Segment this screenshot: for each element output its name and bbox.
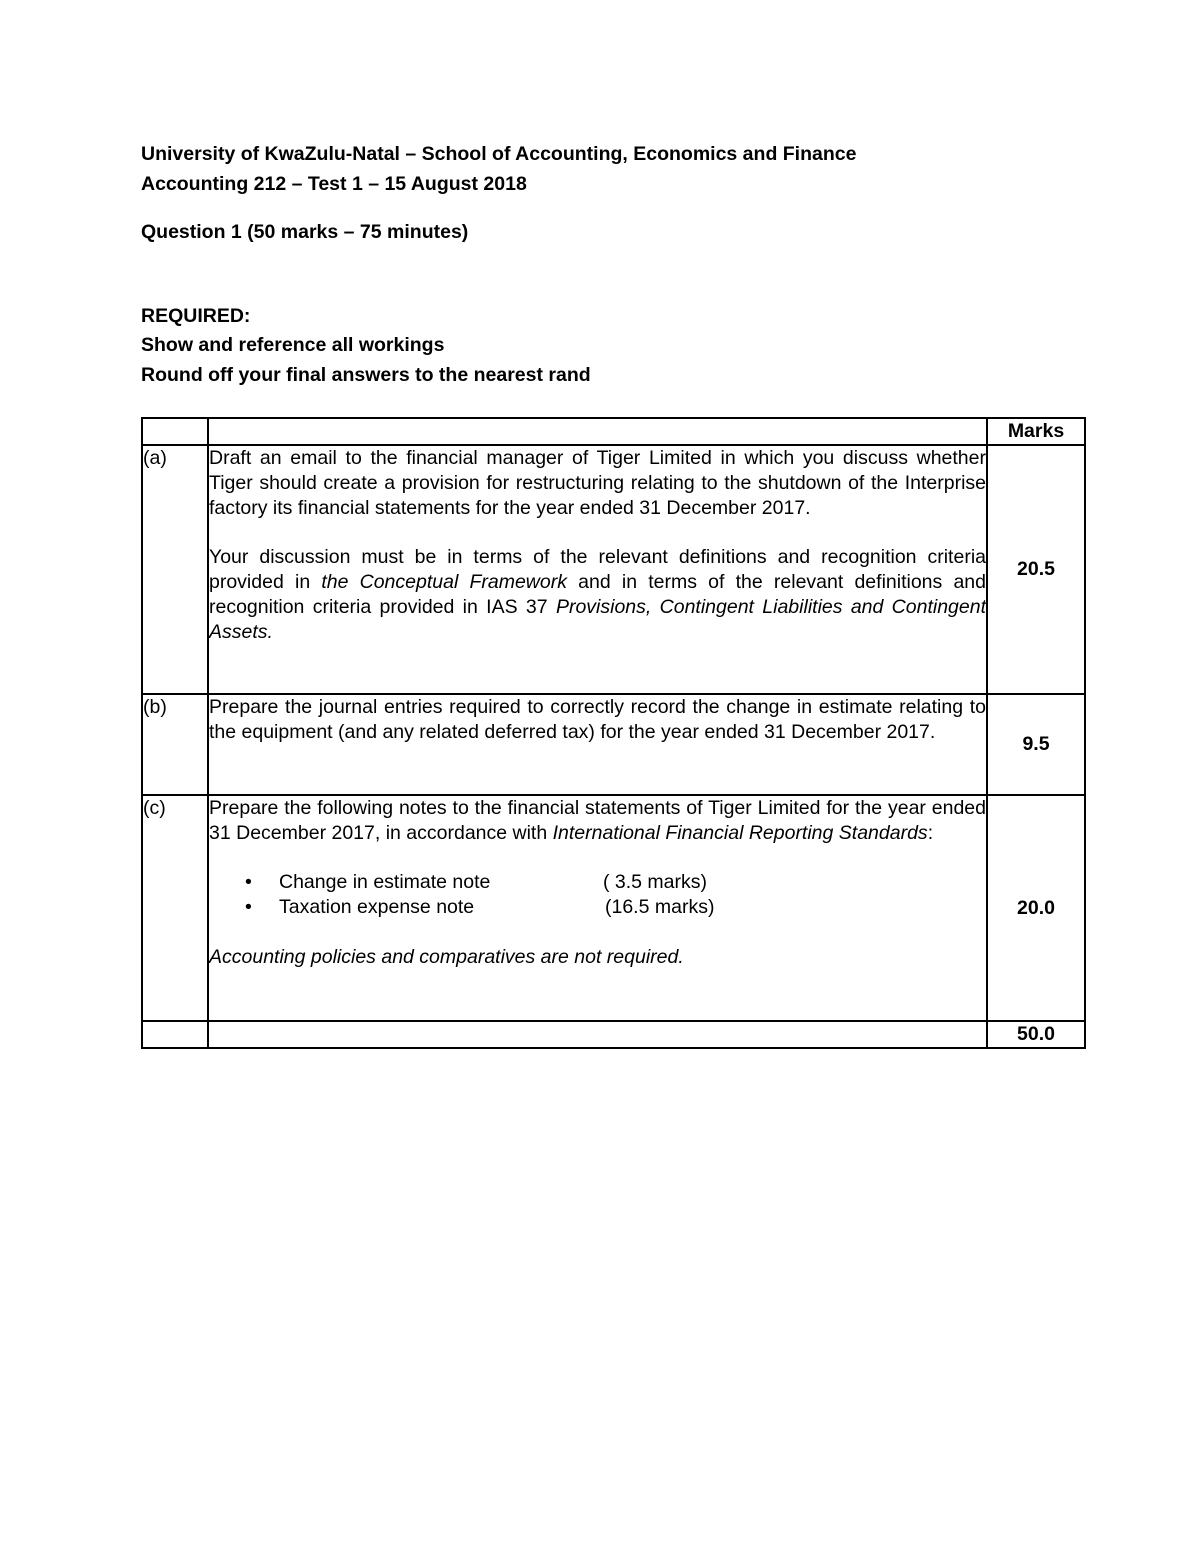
text-run: and in terms of the relevant definitions and recognition criteria provided in IAS 37 <box>209 570 986 618</box>
note-marks: ( 3.5 marks) <box>603 871 708 894</box>
total-empty-cell <box>208 1021 987 1048</box>
required-heading: REQUIRED: <box>141 305 251 327</box>
part-a-paragraph-1: Draft an email to the financial manager of Tiger Limited in which you discuss whether Tiger should create a provision for restructuring relating to the shutdown of the Interprise factory its financial statements for the year ended 31 December 2017. <box>209 447 986 519</box>
ias37-title: Provisions, Contingent Liabilities and Contingent Assets. <box>209 595 986 643</box>
part-label: (c) <box>142 795 208 1021</box>
note-name: Taxation expense note <box>279 896 475 919</box>
course-heading: Accounting 212 – Test 1 – 15 August 2018 <box>141 173 527 195</box>
part-label: (a) <box>142 445 208 694</box>
header-empty-cell <box>142 418 208 445</box>
total-marks: 50.0 <box>987 1021 1085 1048</box>
note-marks: (16.5 marks) <box>605 896 715 919</box>
ifrs-title: International Financial Reporting Standards <box>552 821 928 844</box>
table-total-row <box>142 1021 1085 1048</box>
header-empty-cell <box>208 418 987 445</box>
bullet-icon: • <box>245 871 252 894</box>
part-b-marks: 9.5 <box>987 694 1085 795</box>
table-row <box>142 795 1085 1021</box>
note-name: Change in estimate note <box>279 871 491 894</box>
round-off-instruction: Round off your final answers to the nearest rand <box>141 364 591 386</box>
part-b-paragraph-1: Prepare the journal entries required to correctly record the change in estimate relating to the equipment (and any related deferred tax) for the year ended 31 December 2017. <box>209 696 986 743</box>
list-item <box>209 895 986 920</box>
part-b-instructions <box>208 694 987 795</box>
table-row <box>142 694 1085 795</box>
part-a-paragraph-2 <box>209 545 986 644</box>
show-workings-instruction: Show and reference all workings <box>141 334 445 356</box>
marks-column-header: Marks <box>987 418 1085 445</box>
notes-list <box>209 870 986 920</box>
part-c-paragraph-1 <box>209 796 986 846</box>
text-run: Prepare the following notes to the financial statements of Tiger Limited for the year ended 31 December 2017, in accordance with <box>209 797 986 844</box>
part-c-instructions <box>208 795 987 1021</box>
total-empty-cell <box>142 1021 208 1048</box>
part-c-footer <box>209 945 986 970</box>
university-heading: University of KwaZulu-Natal – School of Accounting, Economics and Finance <box>141 143 857 165</box>
question-table <box>141 417 1086 1049</box>
conceptual-framework-title: the Conceptual Framework <box>321 570 567 593</box>
text-run: : <box>927 821 934 844</box>
question-heading: Question 1 (50 marks – 75 minutes) <box>141 221 469 243</box>
part-label: (b) <box>142 694 208 795</box>
part-c-marks: 20.0 <box>987 795 1085 1021</box>
part-c-footer-text: Accounting policies and comparatives are not required. <box>209 945 684 968</box>
bullet-icon: • <box>245 896 252 919</box>
table-header-row <box>142 418 1085 445</box>
part-a-instructions <box>208 445 987 694</box>
part-a-marks: 20.5 <box>987 445 1085 694</box>
list-item <box>209 870 986 895</box>
text-run: Your discussion must be in terms of the relevant definitions and recognition criteria provided in <box>209 546 986 593</box>
table-row <box>142 445 1085 694</box>
